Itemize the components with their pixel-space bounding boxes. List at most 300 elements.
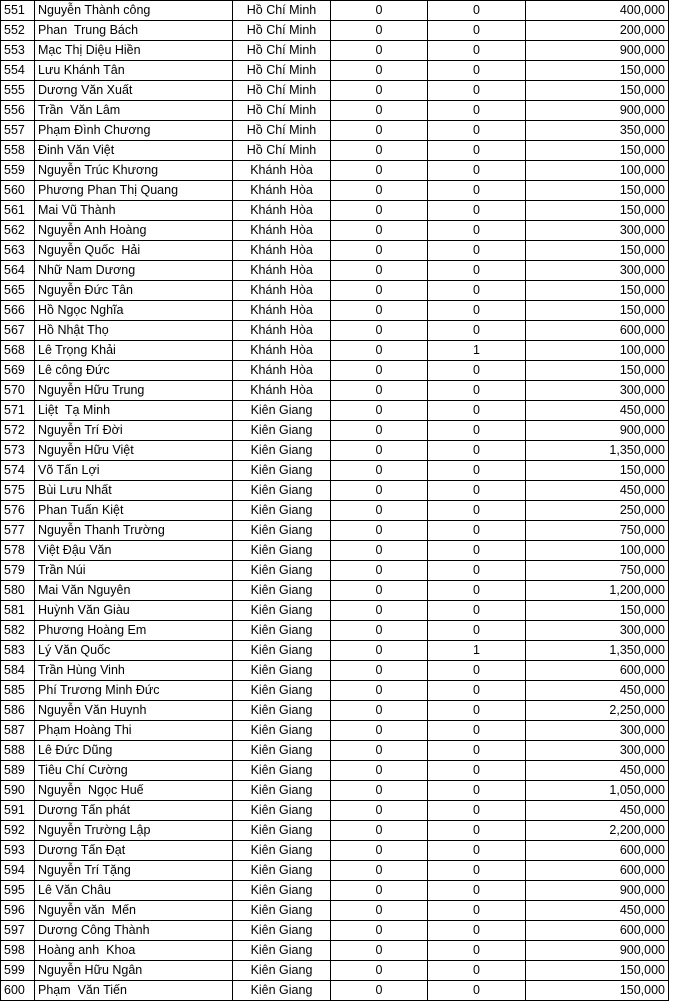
- col-b-cell[interactable]: 0: [428, 21, 526, 41]
- name-cell[interactable]: Nguyễn Đức Tân: [35, 281, 233, 301]
- col-a-cell[interactable]: 0: [331, 961, 428, 981]
- amount-cell[interactable]: 300,000: [526, 381, 669, 401]
- name-cell[interactable]: Phạm Hoàng Thi: [35, 721, 233, 741]
- col-a-cell[interactable]: 0: [331, 201, 428, 221]
- row-number-cell[interactable]: 595: [1, 881, 35, 901]
- province-cell[interactable]: Kiên Giang: [233, 481, 331, 501]
- col-b-cell[interactable]: 0: [428, 221, 526, 241]
- col-b-cell[interactable]: 0: [428, 201, 526, 221]
- col-b-cell[interactable]: 1: [428, 341, 526, 361]
- amount-cell[interactable]: 450,000: [526, 681, 669, 701]
- col-a-cell[interactable]: 0: [331, 601, 428, 621]
- row-number-cell[interactable]: 569: [1, 361, 35, 381]
- province-cell[interactable]: Kiên Giang: [233, 801, 331, 821]
- name-cell[interactable]: Trần Hùng Vinh: [35, 661, 233, 681]
- col-b-cell[interactable]: 0: [428, 621, 526, 641]
- amount-cell[interactable]: 350,000: [526, 121, 669, 141]
- province-cell[interactable]: Kiên Giang: [233, 421, 331, 441]
- province-cell[interactable]: Kiên Giang: [233, 841, 331, 861]
- col-a-cell[interactable]: 0: [331, 561, 428, 581]
- col-a-cell[interactable]: 0: [331, 661, 428, 681]
- amount-cell[interactable]: 600,000: [526, 661, 669, 681]
- amount-cell[interactable]: 150,000: [526, 241, 669, 261]
- province-cell[interactable]: Khánh Hòa: [233, 281, 331, 301]
- name-cell[interactable]: Tiêu Chí Cường: [35, 761, 233, 781]
- province-cell[interactable]: Khánh Hòa: [233, 321, 331, 341]
- row-number-cell[interactable]: 564: [1, 261, 35, 281]
- name-cell[interactable]: Hồ Ngọc Nghĩa: [35, 301, 233, 321]
- col-b-cell[interactable]: 1: [428, 641, 526, 661]
- amount-cell[interactable]: 600,000: [526, 861, 669, 881]
- col-a-cell[interactable]: 0: [331, 641, 428, 661]
- amount-cell[interactable]: 400,000: [526, 1, 669, 21]
- province-cell[interactable]: Hồ Chí Minh: [233, 61, 331, 81]
- amount-cell[interactable]: 300,000: [526, 221, 669, 241]
- amount-cell[interactable]: 150,000: [526, 601, 669, 621]
- col-a-cell[interactable]: 0: [331, 501, 428, 521]
- col-a-cell[interactable]: 0: [331, 141, 428, 161]
- province-cell[interactable]: Khánh Hòa: [233, 341, 331, 361]
- name-cell[interactable]: Huỳnh Văn Giàu: [35, 601, 233, 621]
- province-cell[interactable]: Khánh Hòa: [233, 161, 331, 181]
- province-cell[interactable]: Kiên Giang: [233, 621, 331, 641]
- amount-cell[interactable]: 150,000: [526, 181, 669, 201]
- province-cell[interactable]: Hồ Chí Minh: [233, 101, 331, 121]
- col-a-cell[interactable]: 0: [331, 981, 428, 1001]
- name-cell[interactable]: Phí Trương Minh Đức: [35, 681, 233, 701]
- row-number-cell[interactable]: 555: [1, 81, 35, 101]
- row-number-cell[interactable]: 562: [1, 221, 35, 241]
- province-cell[interactable]: Kiên Giang: [233, 701, 331, 721]
- col-b-cell[interactable]: 0: [428, 301, 526, 321]
- col-b-cell[interactable]: 0: [428, 81, 526, 101]
- amount-cell[interactable]: 600,000: [526, 921, 669, 941]
- name-cell[interactable]: Lê công Đức: [35, 361, 233, 381]
- name-cell[interactable]: Nhữ Nam Dương: [35, 261, 233, 281]
- col-b-cell[interactable]: 0: [428, 61, 526, 81]
- province-cell[interactable]: Kiên Giang: [233, 741, 331, 761]
- row-number-cell[interactable]: 578: [1, 541, 35, 561]
- amount-cell[interactable]: 900,000: [526, 941, 669, 961]
- name-cell[interactable]: Nguyễn Quốc Hải: [35, 241, 233, 261]
- amount-cell[interactable]: 150,000: [526, 301, 669, 321]
- row-number-cell[interactable]: 559: [1, 161, 35, 181]
- row-number-cell[interactable]: 560: [1, 181, 35, 201]
- province-cell[interactable]: Kiên Giang: [233, 781, 331, 801]
- name-cell[interactable]: Nguyễn Trí Đời: [35, 421, 233, 441]
- col-b-cell[interactable]: 0: [428, 921, 526, 941]
- name-cell[interactable]: Nguyễn Ngọc Huế: [35, 781, 233, 801]
- col-b-cell[interactable]: 0: [428, 181, 526, 201]
- name-cell[interactable]: Phan Tuấn Kiệt: [35, 501, 233, 521]
- col-b-cell[interactable]: 0: [428, 501, 526, 521]
- col-a-cell[interactable]: 0: [331, 901, 428, 921]
- province-cell[interactable]: Kiên Giang: [233, 761, 331, 781]
- name-cell[interactable]: Dương Tấn Đạt: [35, 841, 233, 861]
- province-cell[interactable]: Khánh Hòa: [233, 381, 331, 401]
- col-b-cell[interactable]: 0: [428, 541, 526, 561]
- col-b-cell[interactable]: 0: [428, 441, 526, 461]
- province-cell[interactable]: Kiên Giang: [233, 401, 331, 421]
- col-a-cell[interactable]: 0: [331, 721, 428, 741]
- col-b-cell[interactable]: 0: [428, 821, 526, 841]
- name-cell[interactable]: Liệt Tạ Minh: [35, 401, 233, 421]
- province-cell[interactable]: Kiên Giang: [233, 901, 331, 921]
- amount-cell[interactable]: 150,000: [526, 201, 669, 221]
- amount-cell[interactable]: 300,000: [526, 741, 669, 761]
- col-a-cell[interactable]: 0: [331, 681, 428, 701]
- amount-cell[interactable]: 250,000: [526, 501, 669, 521]
- col-a-cell[interactable]: 0: [331, 881, 428, 901]
- province-cell[interactable]: Khánh Hòa: [233, 261, 331, 281]
- name-cell[interactable]: Dương Văn Xuất: [35, 81, 233, 101]
- row-number-cell[interactable]: 565: [1, 281, 35, 301]
- row-number-cell[interactable]: 580: [1, 581, 35, 601]
- col-b-cell[interactable]: 0: [428, 141, 526, 161]
- row-number-cell[interactable]: 589: [1, 761, 35, 781]
- name-cell[interactable]: Nguyễn Trường Lập: [35, 821, 233, 841]
- amount-cell[interactable]: 450,000: [526, 801, 669, 821]
- name-cell[interactable]: Việt Đậu Văn: [35, 541, 233, 561]
- col-a-cell[interactable]: 0: [331, 21, 428, 41]
- amount-cell[interactable]: 100,000: [526, 541, 669, 561]
- name-cell[interactable]: Bùi Lưu Nhất: [35, 481, 233, 501]
- amount-cell[interactable]: 150,000: [526, 141, 669, 161]
- row-number-cell[interactable]: 594: [1, 861, 35, 881]
- amount-cell[interactable]: 900,000: [526, 881, 669, 901]
- col-b-cell[interactable]: 0: [428, 481, 526, 501]
- col-b-cell[interactable]: 0: [428, 581, 526, 601]
- col-a-cell[interactable]: 0: [331, 921, 428, 941]
- province-cell[interactable]: Kiên Giang: [233, 441, 331, 461]
- col-b-cell[interactable]: 0: [428, 941, 526, 961]
- name-cell[interactable]: Nguyễn Hữu Ngân: [35, 961, 233, 981]
- col-a-cell[interactable]: 0: [331, 321, 428, 341]
- col-b-cell[interactable]: 0: [428, 161, 526, 181]
- province-cell[interactable]: Kiên Giang: [233, 601, 331, 621]
- row-number-cell[interactable]: 572: [1, 421, 35, 441]
- col-a-cell[interactable]: 0: [331, 261, 428, 281]
- province-cell[interactable]: Hồ Chí Minh: [233, 81, 331, 101]
- col-a-cell[interactable]: 0: [331, 361, 428, 381]
- province-cell[interactable]: Kiên Giang: [233, 981, 331, 1001]
- col-a-cell[interactable]: 0: [331, 281, 428, 301]
- name-cell[interactable]: Lê Đức Dũng: [35, 741, 233, 761]
- amount-cell[interactable]: 450,000: [526, 761, 669, 781]
- province-cell[interactable]: Kiên Giang: [233, 521, 331, 541]
- row-number-cell[interactable]: 552: [1, 21, 35, 41]
- row-number-cell[interactable]: 587: [1, 721, 35, 741]
- amount-cell[interactable]: 600,000: [526, 321, 669, 341]
- row-number-cell[interactable]: 566: [1, 301, 35, 321]
- row-number-cell[interactable]: 596: [1, 901, 35, 921]
- col-b-cell[interactable]: 0: [428, 801, 526, 821]
- province-cell[interactable]: Hồ Chí Minh: [233, 21, 331, 41]
- province-cell[interactable]: Kiên Giang: [233, 961, 331, 981]
- province-cell[interactable]: Kiên Giang: [233, 941, 331, 961]
- amount-cell[interactable]: 150,000: [526, 361, 669, 381]
- amount-cell[interactable]: 450,000: [526, 901, 669, 921]
- name-cell[interactable]: Mai Văn Nguyên: [35, 581, 233, 601]
- province-cell[interactable]: Kiên Giang: [233, 581, 331, 601]
- name-cell[interactable]: Mạc Thị Diệu Hiền: [35, 41, 233, 61]
- row-number-cell[interactable]: 570: [1, 381, 35, 401]
- col-b-cell[interactable]: 0: [428, 901, 526, 921]
- col-a-cell[interactable]: 0: [331, 121, 428, 141]
- col-b-cell[interactable]: 0: [428, 281, 526, 301]
- col-a-cell[interactable]: 0: [331, 761, 428, 781]
- col-a-cell[interactable]: 0: [331, 841, 428, 861]
- row-number-cell[interactable]: 553: [1, 41, 35, 61]
- row-number-cell[interactable]: 558: [1, 141, 35, 161]
- col-a-cell[interactable]: 0: [331, 521, 428, 541]
- amount-cell[interactable]: 100,000: [526, 341, 669, 361]
- col-b-cell[interactable]: 0: [428, 701, 526, 721]
- col-a-cell[interactable]: 0: [331, 941, 428, 961]
- col-a-cell[interactable]: 0: [331, 81, 428, 101]
- name-cell[interactable]: Đinh Văn Việt: [35, 141, 233, 161]
- province-cell[interactable]: Hồ Chí Minh: [233, 141, 331, 161]
- col-b-cell[interactable]: 0: [428, 561, 526, 581]
- name-cell[interactable]: Phạm Văn Tiến: [35, 981, 233, 1001]
- province-cell[interactable]: Kiên Giang: [233, 881, 331, 901]
- col-a-cell[interactable]: 0: [331, 801, 428, 821]
- col-a-cell[interactable]: 0: [331, 741, 428, 761]
- row-number-cell[interactable]: 574: [1, 461, 35, 481]
- name-cell[interactable]: Dương Tấn phát: [35, 801, 233, 821]
- row-number-cell[interactable]: 557: [1, 121, 35, 141]
- col-a-cell[interactable]: 0: [331, 461, 428, 481]
- row-number-cell[interactable]: 598: [1, 941, 35, 961]
- province-cell[interactable]: Khánh Hòa: [233, 241, 331, 261]
- col-a-cell[interactable]: 0: [331, 381, 428, 401]
- row-number-cell[interactable]: 581: [1, 601, 35, 621]
- col-b-cell[interactable]: 0: [428, 961, 526, 981]
- name-cell[interactable]: Phạm Đình Chương: [35, 121, 233, 141]
- name-cell[interactable]: Nguyễn văn Mến: [35, 901, 233, 921]
- province-cell[interactable]: Kiên Giang: [233, 541, 331, 561]
- col-a-cell[interactable]: 0: [331, 341, 428, 361]
- col-a-cell[interactable]: 0: [331, 181, 428, 201]
- name-cell[interactable]: Nguyễn Thành công: [35, 1, 233, 21]
- name-cell[interactable]: Lê Văn Châu: [35, 881, 233, 901]
- row-number-cell[interactable]: 592: [1, 821, 35, 841]
- name-cell[interactable]: Nguyễn Hữu Trung: [35, 381, 233, 401]
- col-a-cell[interactable]: 0: [331, 401, 428, 421]
- col-b-cell[interactable]: 0: [428, 401, 526, 421]
- col-b-cell[interactable]: 0: [428, 661, 526, 681]
- name-cell[interactable]: Hoàng anh Khoa: [35, 941, 233, 961]
- amount-cell[interactable]: 900,000: [526, 421, 669, 441]
- province-cell[interactable]: Hồ Chí Minh: [233, 41, 331, 61]
- province-cell[interactable]: Kiên Giang: [233, 821, 331, 841]
- province-cell[interactable]: Kiên Giang: [233, 861, 331, 881]
- row-number-cell[interactable]: 585: [1, 681, 35, 701]
- col-b-cell[interactable]: 0: [428, 241, 526, 261]
- col-a-cell[interactable]: 0: [331, 701, 428, 721]
- col-a-cell[interactable]: 0: [331, 861, 428, 881]
- name-cell[interactable]: Phan Trung Bách: [35, 21, 233, 41]
- col-b-cell[interactable]: 0: [428, 1, 526, 21]
- row-number-cell[interactable]: 554: [1, 61, 35, 81]
- amount-cell[interactable]: 300,000: [526, 721, 669, 741]
- col-a-cell[interactable]: 0: [331, 1, 428, 21]
- name-cell[interactable]: Phương Phan Thị Quang: [35, 181, 233, 201]
- row-number-cell[interactable]: 571: [1, 401, 35, 421]
- amount-cell[interactable]: 150,000: [526, 61, 669, 81]
- col-b-cell[interactable]: 0: [428, 981, 526, 1001]
- row-number-cell[interactable]: 588: [1, 741, 35, 761]
- amount-cell[interactable]: 1,350,000: [526, 441, 669, 461]
- amount-cell[interactable]: 1,200,000: [526, 581, 669, 601]
- amount-cell[interactable]: 1,350,000: [526, 641, 669, 661]
- col-b-cell[interactable]: 0: [428, 721, 526, 741]
- col-b-cell[interactable]: 0: [428, 761, 526, 781]
- row-number-cell[interactable]: 593: [1, 841, 35, 861]
- row-number-cell[interactable]: 576: [1, 501, 35, 521]
- col-a-cell[interactable]: 0: [331, 221, 428, 241]
- amount-cell[interactable]: 750,000: [526, 561, 669, 581]
- row-number-cell[interactable]: 551: [1, 1, 35, 21]
- row-number-cell[interactable]: 577: [1, 521, 35, 541]
- province-cell[interactable]: Khánh Hòa: [233, 201, 331, 221]
- amount-cell[interactable]: 450,000: [526, 481, 669, 501]
- province-cell[interactable]: Kiên Giang: [233, 641, 331, 661]
- col-b-cell[interactable]: 0: [428, 421, 526, 441]
- name-cell[interactable]: Lý Văn Quốc: [35, 641, 233, 661]
- province-cell[interactable]: Khánh Hòa: [233, 361, 331, 381]
- col-a-cell[interactable]: 0: [331, 441, 428, 461]
- col-a-cell[interactable]: 0: [331, 481, 428, 501]
- name-cell[interactable]: Trần Văn Lâm: [35, 101, 233, 121]
- row-number-cell[interactable]: 561: [1, 201, 35, 221]
- name-cell[interactable]: Nguyễn Hữu Việt: [35, 441, 233, 461]
- amount-cell[interactable]: 150,000: [526, 81, 669, 101]
- row-number-cell[interactable]: 582: [1, 621, 35, 641]
- col-a-cell[interactable]: 0: [331, 421, 428, 441]
- row-number-cell[interactable]: 600: [1, 981, 35, 1001]
- province-cell[interactable]: Kiên Giang: [233, 661, 331, 681]
- col-b-cell[interactable]: 0: [428, 861, 526, 881]
- amount-cell[interactable]: 150,000: [526, 281, 669, 301]
- col-b-cell[interactable]: 0: [428, 461, 526, 481]
- province-cell[interactable]: Kiên Giang: [233, 501, 331, 521]
- amount-cell[interactable]: 900,000: [526, 101, 669, 121]
- row-number-cell[interactable]: 597: [1, 921, 35, 941]
- amount-cell[interactable]: 2,200,000: [526, 821, 669, 841]
- col-b-cell[interactable]: 0: [428, 121, 526, 141]
- row-number-cell[interactable]: 563: [1, 241, 35, 261]
- col-b-cell[interactable]: 0: [428, 781, 526, 801]
- amount-cell[interactable]: 150,000: [526, 961, 669, 981]
- col-a-cell[interactable]: 0: [331, 621, 428, 641]
- name-cell[interactable]: Lưu Khánh Tân: [35, 61, 233, 81]
- row-number-cell[interactable]: 573: [1, 441, 35, 461]
- province-cell[interactable]: Hồ Chí Minh: [233, 121, 331, 141]
- col-a-cell[interactable]: 0: [331, 581, 428, 601]
- amount-cell[interactable]: 900,000: [526, 41, 669, 61]
- amount-cell[interactable]: 600,000: [526, 841, 669, 861]
- amount-cell[interactable]: 200,000: [526, 21, 669, 41]
- province-cell[interactable]: Khánh Hòa: [233, 301, 331, 321]
- province-cell[interactable]: Kiên Giang: [233, 561, 331, 581]
- row-number-cell[interactable]: 583: [1, 641, 35, 661]
- name-cell[interactable]: Võ Tấn Lợi: [35, 461, 233, 481]
- row-number-cell[interactable]: 599: [1, 961, 35, 981]
- name-cell[interactable]: Phương Hoàng Em: [35, 621, 233, 641]
- col-a-cell[interactable]: 0: [331, 101, 428, 121]
- row-number-cell[interactable]: 567: [1, 321, 35, 341]
- col-b-cell[interactable]: 0: [428, 101, 526, 121]
- name-cell[interactable]: Nguyễn Thanh Trường: [35, 521, 233, 541]
- province-cell[interactable]: Kiên Giang: [233, 721, 331, 741]
- col-b-cell[interactable]: 0: [428, 41, 526, 61]
- col-a-cell[interactable]: 0: [331, 41, 428, 61]
- col-b-cell[interactable]: 0: [428, 881, 526, 901]
- name-cell[interactable]: Nguyễn Trúc Khương: [35, 161, 233, 181]
- province-cell[interactable]: Kiên Giang: [233, 461, 331, 481]
- col-b-cell[interactable]: 0: [428, 321, 526, 341]
- col-b-cell[interactable]: 0: [428, 261, 526, 281]
- col-b-cell[interactable]: 0: [428, 381, 526, 401]
- col-a-cell[interactable]: 0: [331, 61, 428, 81]
- col-b-cell[interactable]: 0: [428, 681, 526, 701]
- name-cell[interactable]: Lê Trọng Khải: [35, 341, 233, 361]
- row-number-cell[interactable]: 575: [1, 481, 35, 501]
- row-number-cell[interactable]: 579: [1, 561, 35, 581]
- col-a-cell[interactable]: 0: [331, 161, 428, 181]
- province-cell[interactable]: Khánh Hòa: [233, 181, 331, 201]
- amount-cell[interactable]: 300,000: [526, 261, 669, 281]
- row-number-cell[interactable]: 590: [1, 781, 35, 801]
- col-a-cell[interactable]: 0: [331, 241, 428, 261]
- name-cell[interactable]: Trần Núi: [35, 561, 233, 581]
- amount-cell[interactable]: 2,250,000: [526, 701, 669, 721]
- col-a-cell[interactable]: 0: [331, 541, 428, 561]
- name-cell[interactable]: Mai Vũ Thành: [35, 201, 233, 221]
- name-cell[interactable]: Hồ Nhật Thọ: [35, 321, 233, 341]
- name-cell[interactable]: Nguyễn Anh Hoàng: [35, 221, 233, 241]
- col-a-cell[interactable]: 0: [331, 301, 428, 321]
- col-b-cell[interactable]: 0: [428, 521, 526, 541]
- col-a-cell[interactable]: 0: [331, 781, 428, 801]
- col-b-cell[interactable]: 0: [428, 601, 526, 621]
- row-number-cell[interactable]: 586: [1, 701, 35, 721]
- row-number-cell[interactable]: 591: [1, 801, 35, 821]
- province-cell[interactable]: Khánh Hòa: [233, 221, 331, 241]
- name-cell[interactable]: Dương Công Thành: [35, 921, 233, 941]
- col-b-cell[interactable]: 0: [428, 361, 526, 381]
- name-cell[interactable]: Nguyễn Văn Huynh: [35, 701, 233, 721]
- row-number-cell[interactable]: 584: [1, 661, 35, 681]
- amount-cell[interactable]: 100,000: [526, 161, 669, 181]
- col-a-cell[interactable]: 0: [331, 821, 428, 841]
- amount-cell[interactable]: 150,000: [526, 981, 669, 1001]
- row-number-cell[interactable]: 556: [1, 101, 35, 121]
- amount-cell[interactable]: 300,000: [526, 621, 669, 641]
- province-cell[interactable]: Hồ Chí Minh: [233, 1, 331, 21]
- name-cell[interactable]: Nguyễn Trí Tặng: [35, 861, 233, 881]
- amount-cell[interactable]: 450,000: [526, 401, 669, 421]
- col-b-cell[interactable]: 0: [428, 741, 526, 761]
- col-b-cell[interactable]: 0: [428, 841, 526, 861]
- amount-cell[interactable]: 1,050,000: [526, 781, 669, 801]
- province-cell[interactable]: Kiên Giang: [233, 681, 331, 701]
- amount-cell[interactable]: 750,000: [526, 521, 669, 541]
- row-number-cell[interactable]: 568: [1, 341, 35, 361]
- amount-cell[interactable]: 150,000: [526, 461, 669, 481]
- province-cell[interactable]: Kiên Giang: [233, 921, 331, 941]
